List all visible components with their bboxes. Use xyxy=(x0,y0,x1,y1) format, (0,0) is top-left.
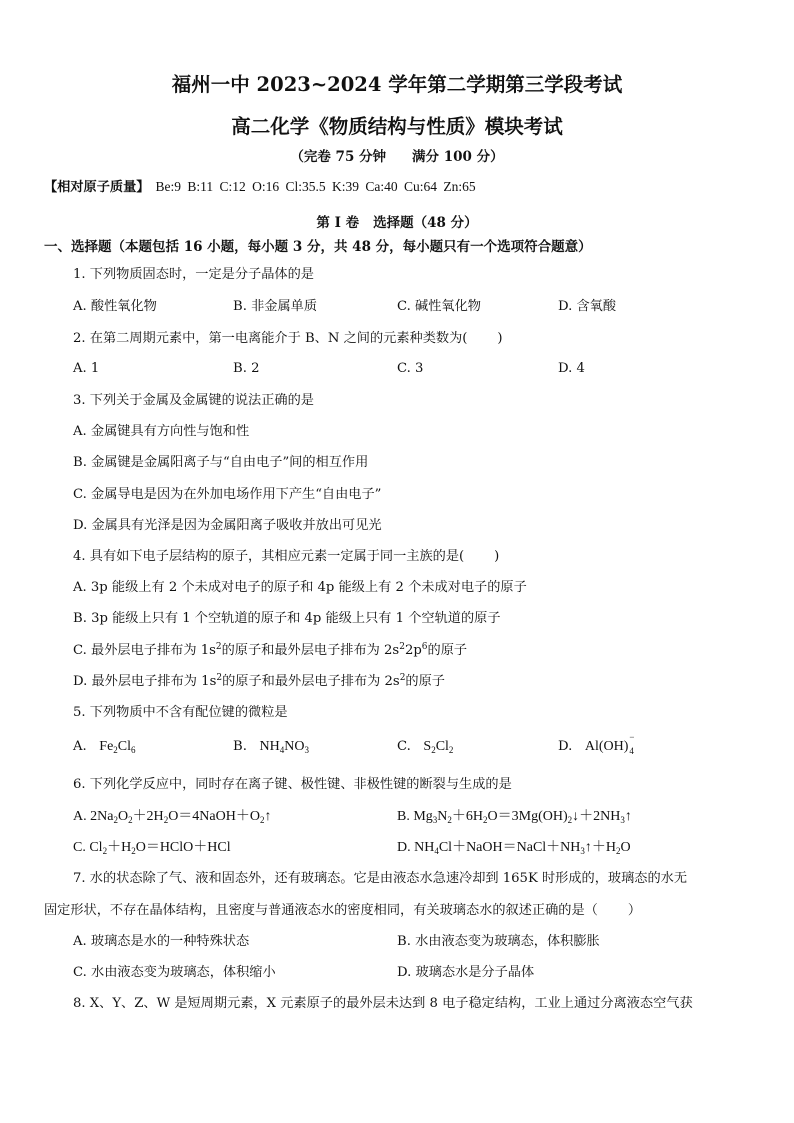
question-4-stem-end: ) xyxy=(494,549,500,564)
question-6-option-d: D. $NH_4Cl+NaOH=NaCl+NH_3↑+H_2O$ xyxy=(397,840,631,856)
question-1-option-b: B. 非金属单质 xyxy=(233,299,318,314)
exam-duration-score xyxy=(0,148,794,166)
question-3-option-c: C. 金属导电是因为在外加电场作用下产生“自由电子” xyxy=(73,487,382,502)
superscript-2: 2 xyxy=(399,642,405,652)
question-5-option-c xyxy=(397,738,453,756)
section-name: 选择题（48 分） xyxy=(373,215,478,231)
question-7-stem-end: ） xyxy=(627,903,642,918)
option-label: A. xyxy=(73,739,87,754)
question-2-option-d: D. 4 xyxy=(558,361,585,376)
superscript-2: 2 xyxy=(216,673,223,683)
exam-duration: （完卷 75 分钟 xyxy=(290,149,387,165)
question-7-option-c: C. 水由液态变为玻璃态，体积缩小 xyxy=(73,965,276,980)
question-6-option-b: B. $Mg_3N_2+6H_2O=3Mg(OH)_2↓+2NH_3↑$ xyxy=(397,809,632,825)
part-heading: 一、选择题（本题包括 16 小题，每小题 3 分，共 48 分，每小题只有一个选项符合题意） xyxy=(44,239,592,255)
question-2-option-c: C. 3 xyxy=(397,361,424,376)
question-2-option-b: B. 2 xyxy=(233,361,260,376)
question-3-stem: 3. 下列关于金属及金属键的说法正确的是 xyxy=(73,393,314,408)
superscript-2: 2 xyxy=(399,673,406,683)
question-4-option-c-text-1: C. 最外层电子排布为 1s xyxy=(73,643,216,658)
option-label: D. xyxy=(558,739,573,754)
superscript-2: 2 xyxy=(215,642,222,652)
question-4-option-b: B. 3p 能级上只有 1 个空轨道的原子和 4p 能级上只有 1 个空轨道的原子 xyxy=(73,611,501,626)
question-5-option-b xyxy=(233,738,309,756)
atomic-mass-values: Be:9 B:11 C:12 O:16 Cl:35.5 K:39 Ca:40 Cu:64 Zn:65 xyxy=(155,179,476,194)
section-title xyxy=(0,214,794,232)
question-4-option-d-text-2: 的原子和最外层电子排布为 2s xyxy=(222,674,400,689)
formula-fe2cl6: $Fe_2Cl_6$ xyxy=(99,739,136,755)
atomic-mass-line xyxy=(44,178,476,197)
question-6-option-a: A. $2Na_2O_2+2H_2O=4NaOH+O_2↑$ xyxy=(73,809,272,825)
question-1-stem: 1. 下列物质固态时，一定是分子晶体的是 xyxy=(73,267,314,282)
question-7-option-a: A. 玻璃态是水的一种特殊状态 xyxy=(73,934,250,949)
question-6-stem: 6. 下列化学反应中，同时存在离子键、极性键、非极性键的断裂与生成的是 xyxy=(73,777,512,792)
question-4-option-c-text-4: 的原子 xyxy=(427,643,468,658)
question-2-stem-text: 2. 在第二周期元素中，第一电离能介于 B、N 之间的元素种类数为( xyxy=(73,331,468,346)
question-4-option-c-text-3: 2p xyxy=(404,643,422,658)
question-3-option-b: B. 金属键是金属阳离子与“自由电子”间的相互作用 xyxy=(73,455,369,470)
exam-subject-title: 高二化学《物质结构与性质》模块考试 xyxy=(231,115,563,138)
question-7-stem-text: 固定形状，不存在晶体结构，且密度与普通液态水的密度相同，有关玻璃态水的叙述正确的是（ xyxy=(44,903,598,918)
question-7-option-b: B. 水由液态变为玻璃态，体积膨胀 xyxy=(397,934,600,949)
question-5-option-d xyxy=(558,732,635,756)
option-label: C. xyxy=(397,739,411,754)
formula-aloh4-ion: Al(OH) − 4 xyxy=(584,732,635,756)
question-8-stem-line-1: 8. X、Y、Z、W 是短周期元素，X 元素原子的最外层未达到 8 电子稳定结构，工业上通过分离液态空气获 xyxy=(73,996,693,1011)
question-3-option-a: A. 金属键具有方向性与饱和性 xyxy=(73,424,250,439)
question-4-stem xyxy=(73,548,499,566)
question-4-stem-text: 4. 具有如下电子层结构的原子，其相应元素一定属于同一主族的是( xyxy=(73,549,465,564)
formula-nh4no3: $NH_4NO_3$ xyxy=(259,739,309,755)
question-4-option-d-text-3: 的原子 xyxy=(405,674,445,689)
question-1-option-c: C. 碱性氧化物 xyxy=(397,299,481,314)
exam-title: 福州一中 2023~2024 学年第二学期第三学段考试 xyxy=(171,73,623,96)
formula-s2cl2: $S_2Cl_2$ xyxy=(423,739,454,755)
question-2-option-a: A. 1 xyxy=(73,361,100,376)
question-2-stem-end: ) xyxy=(497,331,503,346)
question-7-stem-line-2 xyxy=(44,902,641,920)
question-5-stem: 5. 下列物质中不含有配位键的微粒是 xyxy=(73,705,288,720)
question-7-option-d: D. 玻璃态水是分子晶体 xyxy=(397,965,535,980)
question-6-option-c: C. $Cl_2+H_2O=HClO+HCl$ xyxy=(73,840,231,856)
atomic-mass-label: 【相对原子质量】 xyxy=(44,180,150,195)
question-1-option-d: D. 含氧酸 xyxy=(558,299,617,314)
superscript-6: 6 xyxy=(421,642,428,652)
question-3-option-d: D. 金属具有光泽是因为金属阳离子吸收并放出可见光 xyxy=(73,518,382,533)
question-4-option-d xyxy=(73,673,445,691)
question-4-option-c-text-2: 的原子和最外层电子排布为 2s xyxy=(221,643,400,658)
question-2-stem xyxy=(73,330,503,348)
option-label: B. xyxy=(233,739,247,754)
question-7-stem-line-1: 7. 水的状态除了气、液和固态外，还有玻璃态。它是由液态水急速冷却到 165K 时形成的，玻璃态的水无 xyxy=(73,871,688,886)
question-1-option-a: A. 酸性氧化物 xyxy=(73,299,157,314)
exam-total-score: 满分 100 分） xyxy=(412,149,504,165)
section-volume: 第 Ⅰ 卷 xyxy=(316,215,360,231)
question-4-option-a: A. 3p 能级上有 2 个未成对电子的原子和 4p 能级上有 2 个未成对电子的原子 xyxy=(73,580,527,595)
question-4-option-d-text-1: D. 最外层电子排布为 1s xyxy=(73,674,217,689)
question-5-option-a xyxy=(73,738,136,756)
question-4-option-c xyxy=(73,642,467,660)
